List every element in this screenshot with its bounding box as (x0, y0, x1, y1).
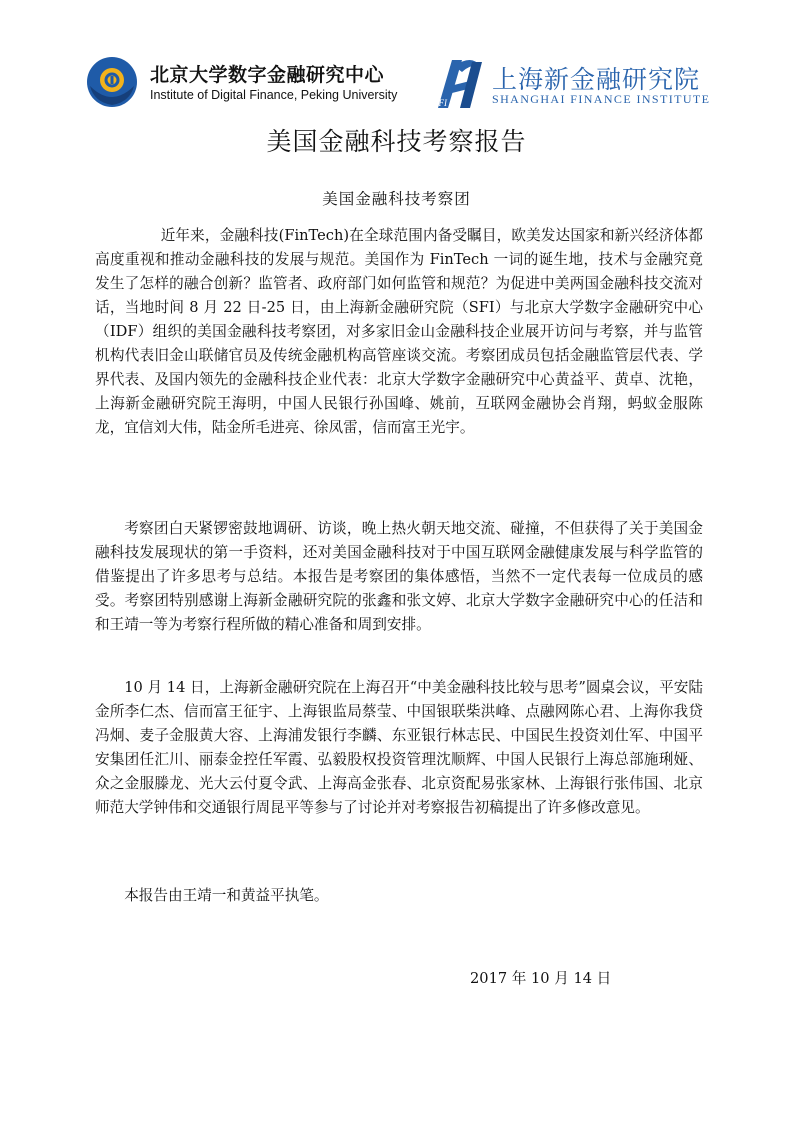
report-date: 2017 年 10 月 14 日 (470, 970, 612, 987)
paragraph-intro: 近年来，金融科技(FinTech)在全球范围内备受瞩目，欧美发达国家和新兴经济体都高度重视和推动金融科技的发展与规范。美国作为 FinTech 一词的诞生地，技术与金融究竟发生了怎样的融合创新？监管者、政府部门如何监管和规范？为促进中美两国金融科技交流对话，当地时间 8 月 22 日-25 日，由上海新金融研究院（SFI）与北京大学数字金融研究中心（IDF）组织的美国金融科技考察团，对多家旧金山金融科技企业展开访问与考察，并与监管机构代表旧金山联储官员及传统金融机构高管座谈交流。考察团成员包括金融监管层代表、学界代表、及国内领先的金融科技企业代表：北京大学数字金融研究中心黄益平、黄卓、沈艳，上海新金融研究院王海明，中国人民银行孙国峰、姚前，互联网金融协会肖翔，蚂蚁金服陈龙，宜信刘大伟，陆金所毛进亮、徐凤雷，信而富王光宇。 (95, 227, 703, 436)
sfi-logo-text: SFI (434, 98, 447, 108)
sfi-logo (432, 56, 722, 112)
sfi-name-en: SHANGHAI FINANCE INSTITUTE (492, 92, 711, 106)
pku-emblem-icon (86, 56, 138, 108)
sfi-mark-icon (432, 56, 488, 110)
report-title: 美国金融科技考察报告 (266, 127, 527, 156)
idf-logo (86, 54, 426, 110)
paragraph-acknowledgement: 考察团白天紧锣密鼓地调研、访谈，晚上热火朝天地交流、碰撞，不但获得了关于美国金融科技发展现状的第一手资料，还对美国金融科技对于中国互联网金融健康发展与科学监管的借鉴提出了许多思考与总结。本报告是考察团的集体感悟，当然不一定代表每一位成员的感受。考察团特别感谢上海新金融研究院的张鑫和张文婷、北京大学数字金融研究中心的任洁和和王靖一等为考察行程所做的精心准备和周到安排。 (95, 520, 703, 633)
idf-name-en: Institute of Digital Finance, Peking University (150, 88, 398, 102)
sfi-name-cn: 上海新金融研究院 (492, 65, 701, 94)
paragraph-roundtable: 10 月 14 日，上海新金融研究院在上海召开“中美金融科技比较与思考”圆桌会议，平安陆金所李仁杰、信而富王征宇、上海银监局蔡莹、中国银联柴洪峰、点融网陈心君、上海你我贷冯炯、麦子金服黄大容、上海浦发银行李麟、东亚银行林志民、中国民生投资刘仕军、中国平安集团任汇川、丽泰金控任军霞、弘毅股权投资管理沈顺辉、中国人民银行上海总部施琍娅、众之金服滕龙、光大云付夏令武、上海高金张春、北京资配易张家林、上海银行张伟国、北京师范大学钟伟和交通银行周昆平等参与了讨论并对考察报告初稿提出了许多修改意见。 (95, 679, 703, 816)
paragraph-authors: 本报告由王靖一和黄益平执笔。 (124, 887, 329, 904)
report-byline: 美国金融科技考察团 (322, 190, 471, 208)
idf-name-cn: 北京大学数字金融研究中心 (150, 64, 385, 86)
